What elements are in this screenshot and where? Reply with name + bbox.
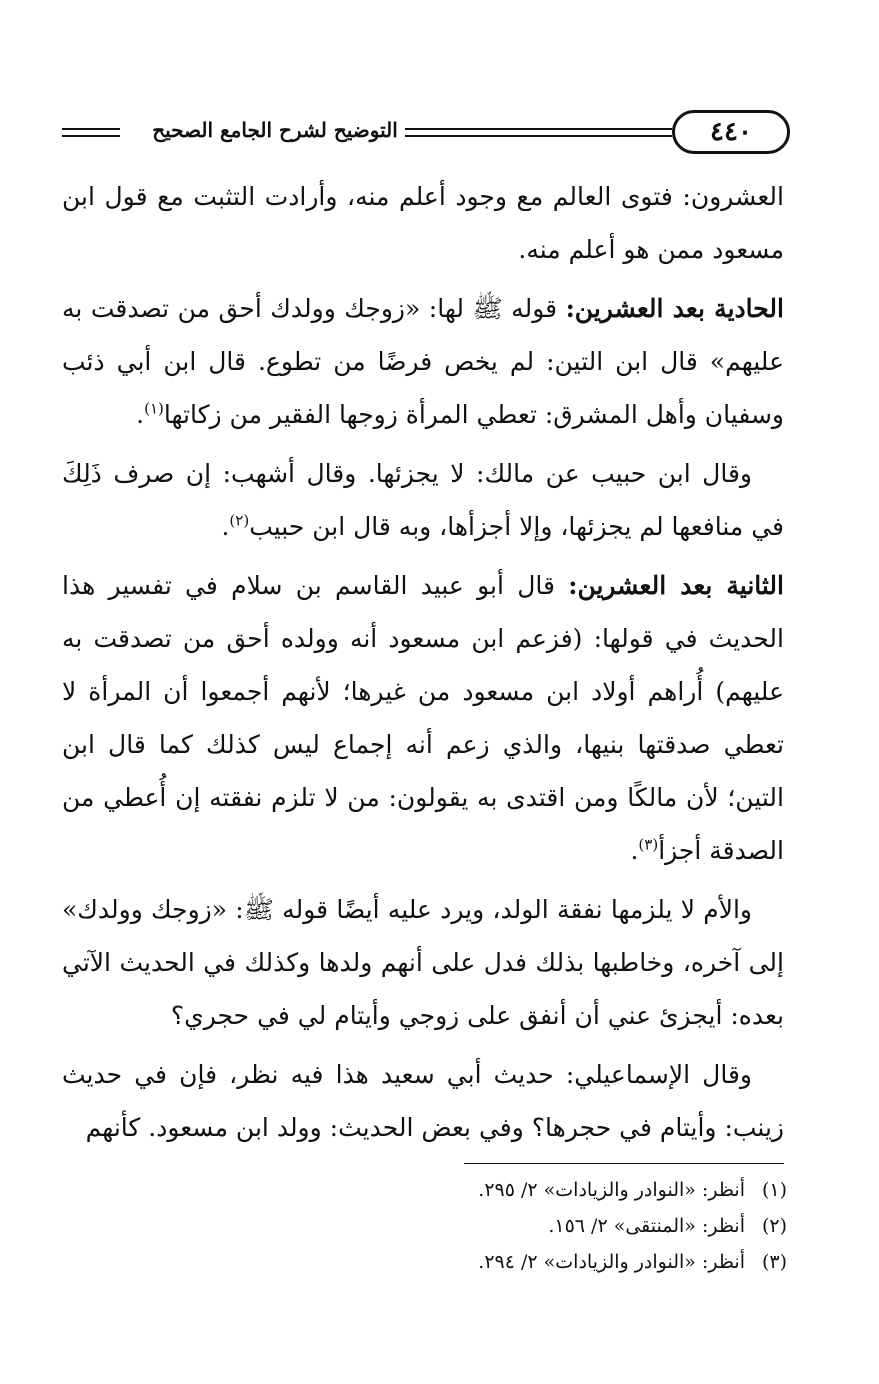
footnote-number: (٢) [761, 1215, 787, 1237]
header-rule-left-bottom [62, 135, 120, 137]
footnote [367, 1208, 787, 1244]
footnote-ref[interactable]: (٣) [638, 835, 659, 854]
page-header [62, 108, 790, 158]
footnote-text: أنظر: «النوادر والزيادات» ٢/ ٢٩٥. [478, 1179, 745, 1201]
paragraph [62, 170, 784, 276]
paragraph-tail: . [630, 836, 639, 865]
footnote [367, 1172, 787, 1208]
footnote-number: (١) [761, 1179, 787, 1201]
footnote-ref[interactable]: (٢) [229, 511, 250, 530]
header-rule-left-top [62, 128, 120, 130]
footnote-text: أنظر: «النوادر والزيادات» ٢/ ٢٩٤. [478, 1251, 745, 1273]
paragraph-text: وقال الإسماعيلي: حديث أبي سعيد هذا فيه نظر، فإن في حديث زينب: وأيتام في حجرها؟ وفي بعض الحديث: وولد ابن مسعود. كأنهم [62, 1060, 784, 1142]
footnotes [367, 1172, 787, 1280]
paragraph-text: وقال ابن حبيب عن مالك: لا يجزئها. وقال أشهب: إن صرف ذَلِكَ في منافعها لم يجزئها، وإلا أجزأها، وبه قال ابن حبيب [62, 459, 784, 541]
paragraph [62, 447, 784, 553]
paragraph [62, 883, 784, 1042]
paragraph-text: قال أبو عبيد القاسم بن سلام في تفسير هذا الحديث في قولها: (فزعم ابن مسعود أنه وولده أحق من تصدقت به عليهم) أُراهم أولاد ابن مسعود من غيرها؛ لأنهم أجمعوا أن المرأة لا تعطي صدقتها بنيها، والذي زعم أنه إجماع ليس كذلك كما قال ابن التين؛ لأن مالكًا ومن اقتدى به يقولون: من لا تلزم نفقته إن أُعطي من الصدقة أجزأ [62, 571, 784, 865]
paragraph-lead: الحادية بعد العشرين: [565, 294, 784, 323]
paragraph [62, 282, 784, 441]
header-rule-middle-bottom [400, 135, 672, 137]
header-rule-middle-top [400, 128, 672, 130]
footnote-text: أنظر: «المنتقى» ٢/ ١٥٦. [548, 1215, 745, 1237]
footnote [367, 1244, 787, 1280]
paragraph-tail: . [221, 512, 230, 541]
running-title: التوضيح لشرح الجامع الصحيح [145, 118, 405, 142]
page-number-badge: ٤٤٠ [672, 110, 790, 154]
paragraph-text: العشرون: فتوى العالم مع وجود أعلم منه، وأرادت التثبت مع قول ابن مسعود ممن هو أعلم منه. [62, 182, 784, 264]
footnote-number: (٣) [761, 1251, 787, 1273]
paragraph [62, 559, 784, 877]
paragraph [62, 1048, 784, 1154]
paragraph-text: قوله ﷺ لها: «زوجك وولدك أحق من تصدقت به عليهم» قال ابن التين: لم يخص فرضًا من تطوع. قال ابن أبي ذئب وسفيان وأهل المشرق: تعطي المرأة زوجها الفقير من زكاتها [62, 294, 784, 429]
paragraph-tail: . [136, 400, 145, 429]
main-text [62, 170, 784, 1160]
footnote-separator [464, 1163, 784, 1164]
paragraph-text: والأم لا يلزمها نفقة الولد، ويرد عليه أيضًا قوله ﷺ: «زوجك وولدك» إلى آخره، وخاطبها بذلك فدل على أنهم ولدها وكذلك في الحديث الآتي بعده: أيجزئ عني أن أنفق على زوجي وأيتام لي في حجري؟ [62, 895, 784, 1030]
footnote-ref[interactable]: (١) [144, 399, 164, 418]
paragraph-lead: الثانية بعد العشرين: [568, 571, 784, 600]
